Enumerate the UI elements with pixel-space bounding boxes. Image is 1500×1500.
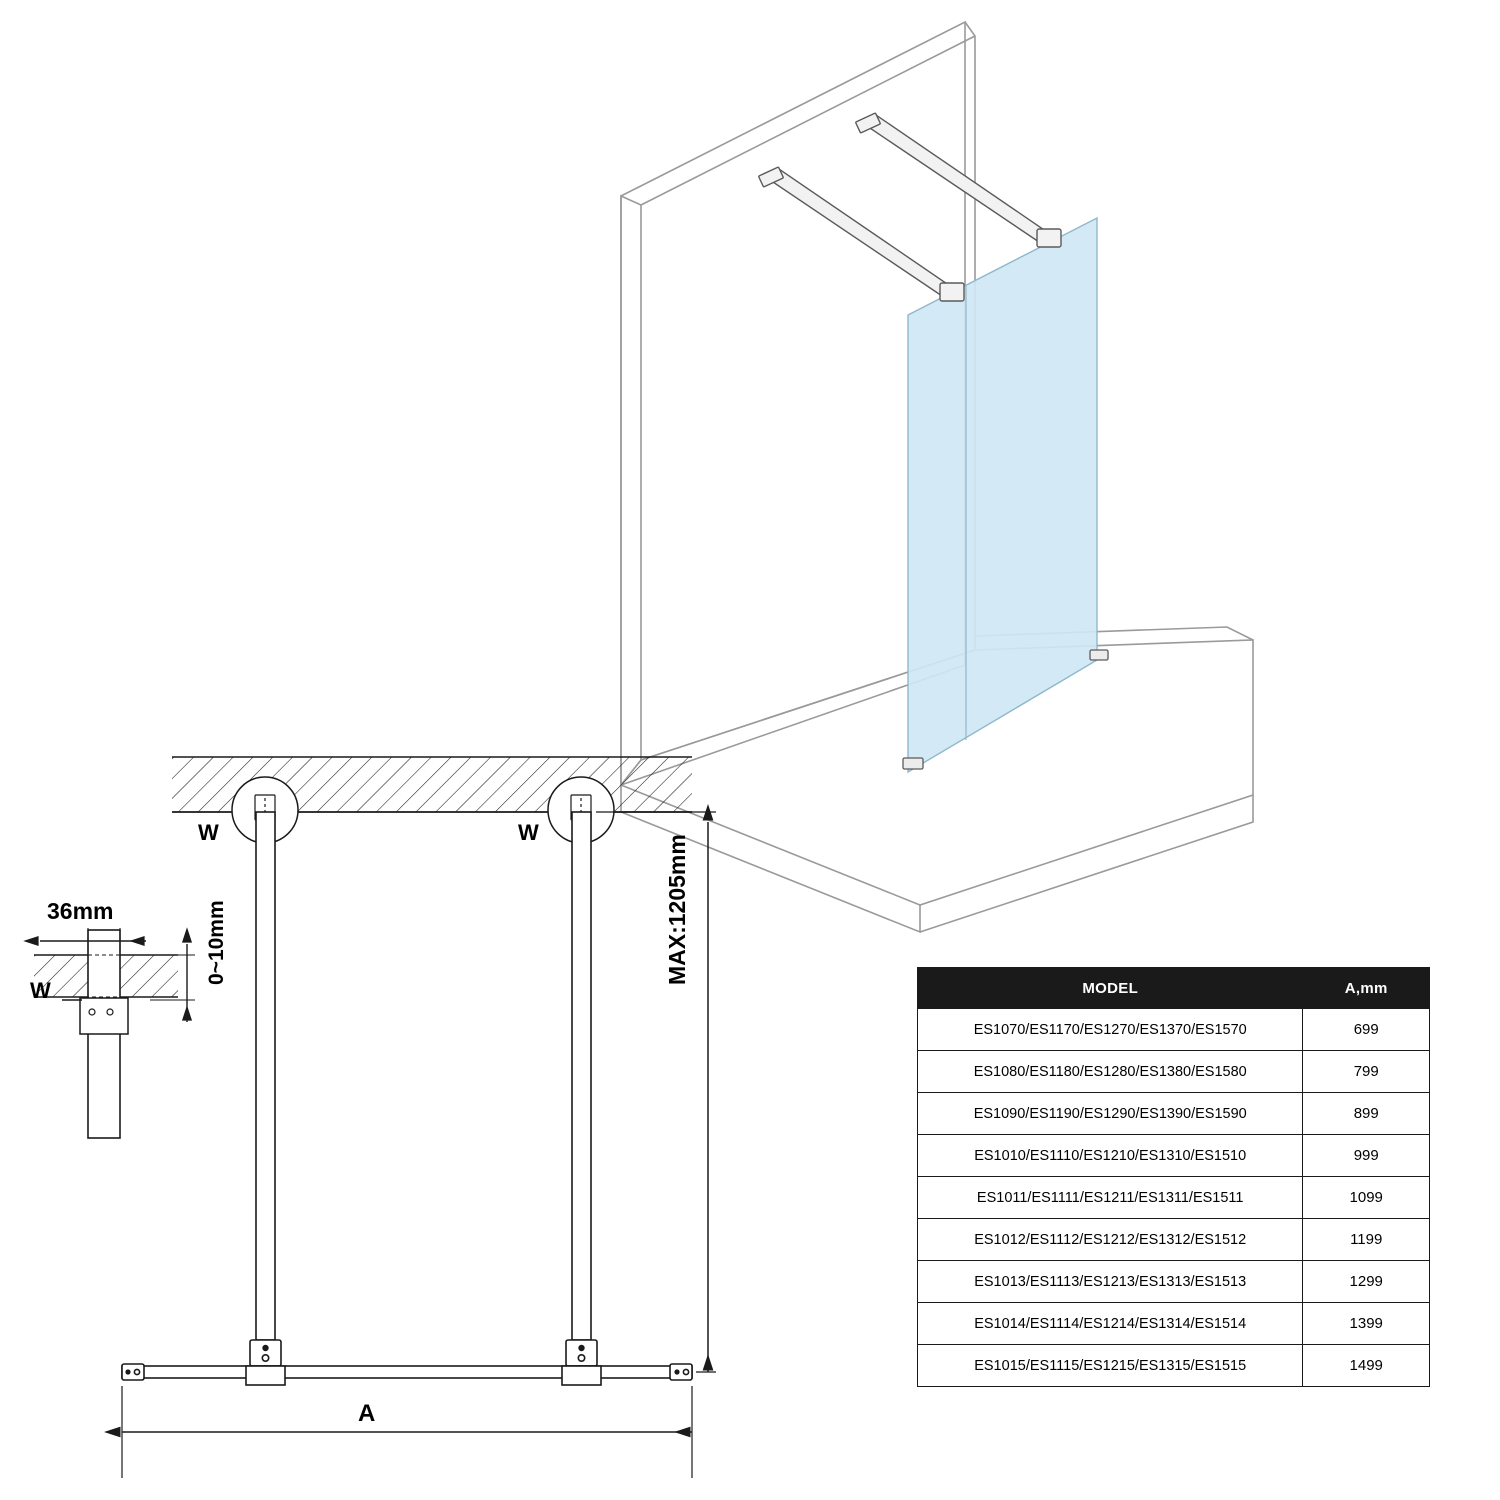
cell-a: 1199 [1303,1219,1430,1261]
glass-panel-iso [908,218,1097,772]
cell-model: ES1080/ES1180/ES1280/ES1380/ES1580 [918,1051,1303,1093]
cell-model: ES1014/ES1114/ES1214/ES1314/ES1514 [918,1303,1303,1345]
wall-marker-right: W [518,820,539,845]
cell-model: ES1015/ES1115/ES1215/ES1315/ES1515 [918,1345,1303,1387]
cell-a: 1499 [1303,1345,1430,1387]
glass-plan-section [122,1364,692,1385]
cell-a: 1399 [1303,1303,1430,1345]
cell-a: 1099 [1303,1177,1430,1219]
column-header-a: A,mm [1303,968,1430,1009]
side-detail-view [34,928,195,1138]
cell-model: ES1010/ES1110/ES1210/ES1310/ES1510 [918,1135,1303,1177]
wall-marker-left: W [198,820,219,845]
table-row [918,1051,1430,1093]
table-row [918,1009,1430,1051]
cell-model: ES1070/ES1170/ES1270/ES1370/ES1570 [918,1009,1303,1051]
table-row [918,1303,1430,1345]
width-label: A [358,1400,376,1427]
vertical-support-bars [250,812,597,1366]
cell-a: 899 [1303,1093,1430,1135]
table-body [918,1009,1430,1387]
wall-marker-detail: W [30,978,51,1003]
support-bar-front [758,167,964,301]
max-height-dimension [596,812,716,1372]
cell-a: 1299 [1303,1261,1430,1303]
cell-model: ES1011/ES1111/ES1211/ES1311/ES1511 [918,1177,1303,1219]
table-row [918,1177,1430,1219]
width-dimension [122,1386,692,1478]
cell-model: ES1090/ES1190/ES1290/ES1390/ES1590 [918,1093,1303,1135]
column-header-model: MODEL [918,968,1303,1009]
cell-a: 699 [1303,1009,1430,1051]
max-height-label: MAX:1205mm [664,834,690,985]
table-row [918,1093,1430,1135]
model-size-table [917,967,1430,1387]
gap-label: 0~10mm [205,900,228,985]
cell-a: 799 [1303,1051,1430,1093]
table-header-row [918,968,1430,1009]
thickness-label: 36mm [47,898,114,924]
table-row [918,1219,1430,1261]
cell-a: 999 [1303,1135,1430,1177]
support-bar-back [855,113,1061,247]
cell-model: ES1012/ES1112/ES1212/ES1312/ES1512 [918,1219,1303,1261]
cell-model: ES1013/ES1113/ES1213/ES1313/ES1513 [918,1261,1303,1303]
table-row [918,1135,1430,1177]
table-row [918,1261,1430,1303]
table-row [918,1345,1430,1387]
